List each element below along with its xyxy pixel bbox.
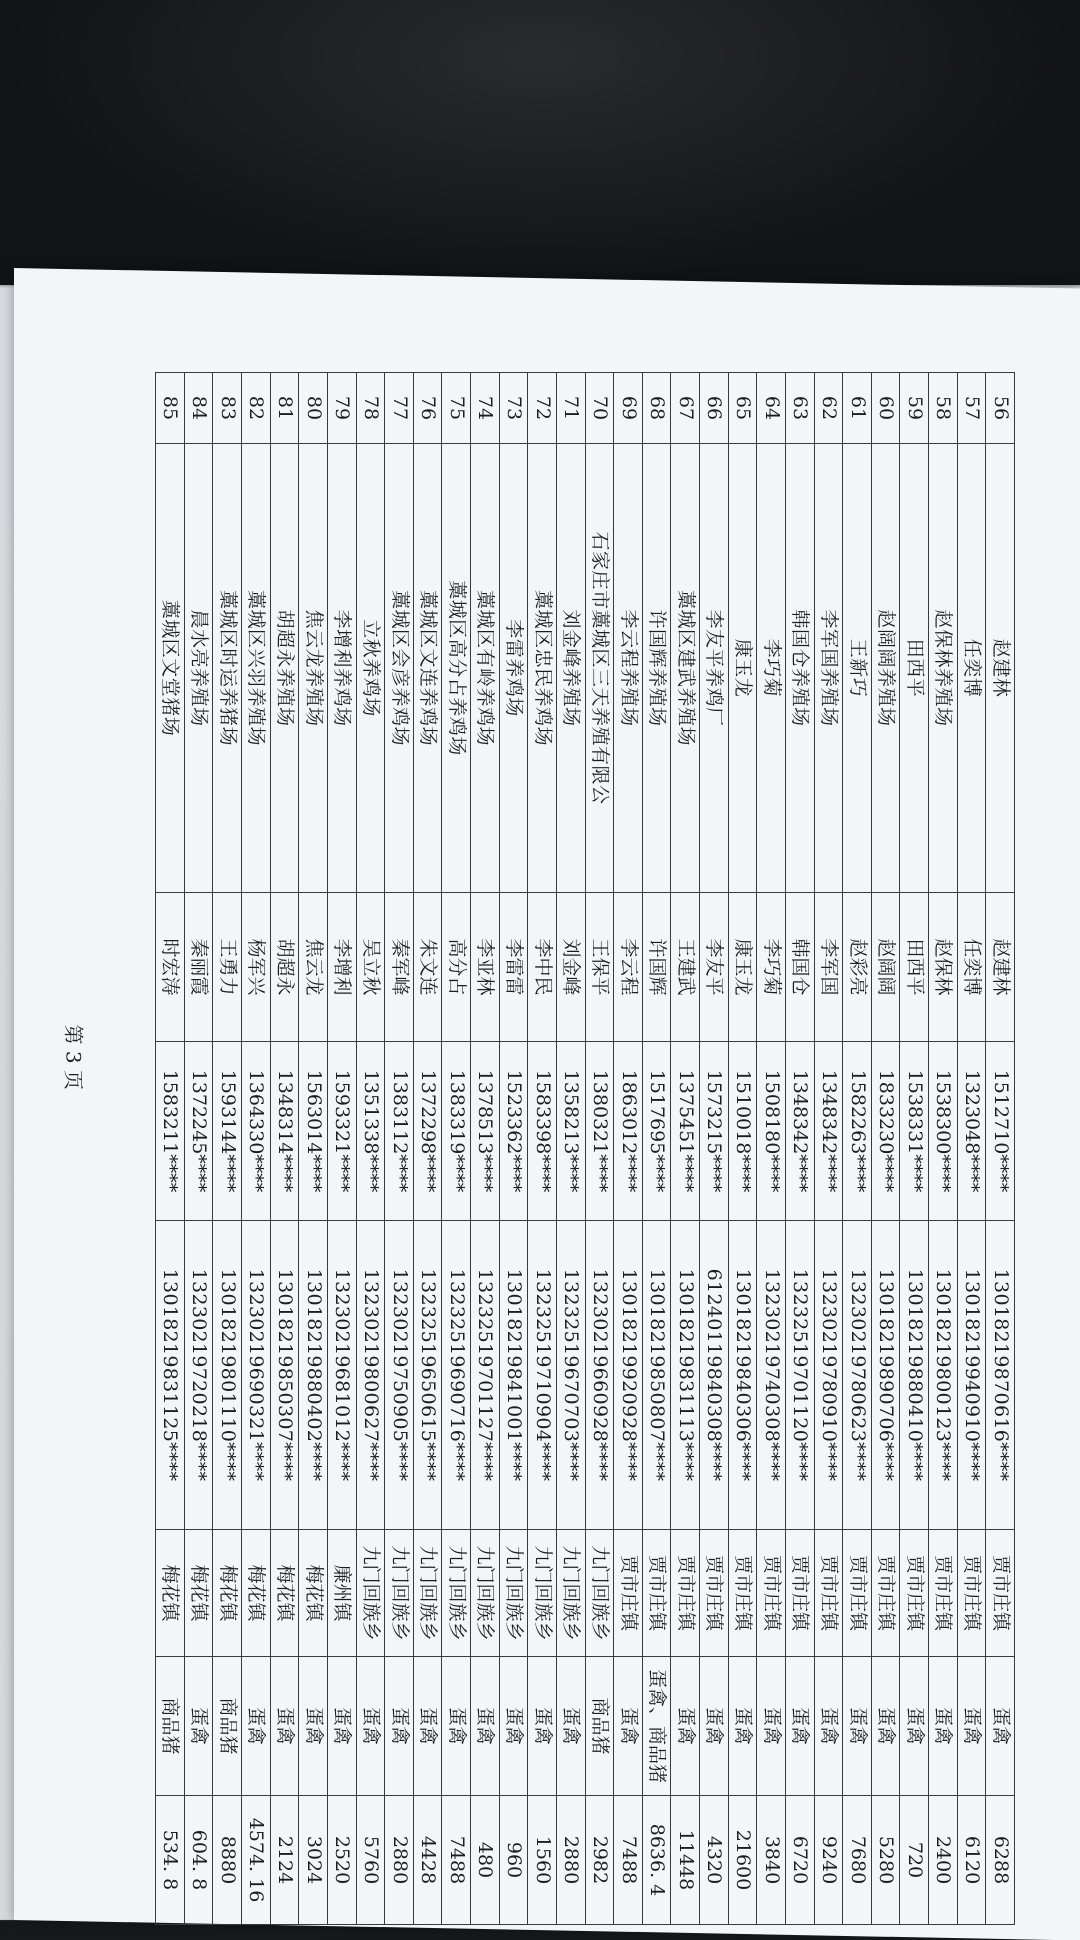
table-row [413, 373, 442, 1925]
amount-value: 2124 [270, 1796, 299, 1925]
page-number-label: 第 3 页 [61, 1024, 86, 1090]
farm-name: 胡超永养殖场 [270, 444, 299, 893]
contact-name: 康玉龙 [728, 893, 757, 1042]
farm-name: 任奕博 [957, 444, 986, 893]
farm-name: 李雷养鸡场 [499, 444, 528, 893]
phone-number: 1593321**** [328, 1042, 357, 1221]
livestock-type: 蛋禽 [328, 1657, 357, 1796]
farm-name: 晨水亮养殖场 [184, 444, 213, 893]
phone-number: 1348314**** [270, 1042, 299, 1221]
table-row [385, 373, 414, 1925]
row-number: 73 [499, 373, 528, 444]
row-number: 81 [270, 373, 299, 444]
amount-value: 9240 [814, 1796, 843, 1925]
phone-number: 1372298**** [413, 1042, 442, 1221]
phone-number: 1583211**** [156, 1042, 185, 1221]
amount-value: 6120 [957, 1796, 986, 1925]
livestock-type: 蛋禽 [843, 1657, 872, 1796]
id-number: 13230219800627**** [356, 1221, 385, 1530]
table-row [356, 373, 385, 1925]
livestock-type: 蛋禽 [814, 1657, 843, 1796]
farm-name: 藁城区文堂猪场 [156, 444, 185, 893]
table-row [757, 373, 786, 1925]
town-name: 梅花镇 [156, 1530, 185, 1657]
livestock-type: 蛋禽、商品猪 [642, 1657, 671, 1796]
farm-name: 藁城区建武养殖场 [671, 444, 700, 893]
farm-name: 立秋养鸡场 [356, 444, 385, 893]
row-number: 66 [700, 373, 729, 444]
town-name: 贾市庄镇 [786, 1530, 815, 1657]
phone-number: 1372245**** [184, 1042, 213, 1221]
contact-name: 朱文连 [413, 893, 442, 1042]
amount-value: 1560 [528, 1796, 557, 1925]
table-row [156, 373, 185, 1925]
phone-number: 1563014**** [299, 1042, 328, 1221]
id-number: 13232519670703**** [557, 1221, 586, 1530]
town-name: 九门回族乡 [385, 1530, 414, 1657]
town-name: 贾市庄镇 [814, 1530, 843, 1657]
town-name: 贾市庄镇 [900, 1530, 929, 1657]
id-number: 13230219740308**** [757, 1221, 786, 1530]
row-number: 74 [471, 373, 500, 444]
table-row [728, 373, 757, 1925]
id-number: 13230219681012**** [328, 1221, 357, 1530]
town-name: 九门回族乡 [356, 1530, 385, 1657]
livestock-type: 蛋禽 [671, 1657, 700, 1796]
id-number: 13018219850307**** [270, 1221, 299, 1530]
id-number: 13018219840306**** [728, 1221, 757, 1530]
table-row [270, 373, 299, 1925]
town-name: 贾市庄镇 [728, 1530, 757, 1657]
row-number: 72 [528, 373, 557, 444]
farm-name: 藁城区忠民养鸡场 [528, 444, 557, 893]
phone-number: 1364330**** [242, 1042, 271, 1221]
roster-table-body [156, 373, 1015, 1925]
phone-number: 1323048**** [957, 1042, 986, 1221]
contact-name: 赵阔阔 [871, 893, 900, 1042]
table-row [871, 373, 900, 1925]
id-number: 13018219850807**** [642, 1221, 671, 1530]
amount-value: 4574. 16 [242, 1796, 271, 1925]
id-number: 13018219870616**** [986, 1221, 1015, 1530]
town-name: 九门回族乡 [557, 1530, 586, 1657]
town-name: 九门回族乡 [413, 1530, 442, 1657]
amount-value: 4428 [413, 1796, 442, 1925]
farm-name: 刘金峰养殖场 [557, 444, 586, 893]
row-number: 71 [557, 373, 586, 444]
id-number: 13232519650615**** [413, 1221, 442, 1530]
amount-value: 2880 [385, 1796, 414, 1925]
id-number: 13018219831125**** [156, 1221, 185, 1530]
town-name: 梅花镇 [299, 1530, 328, 1657]
id-number: 13018219880410**** [900, 1221, 929, 1530]
farm-name: 藁城区兴羽养殖场 [242, 444, 271, 893]
livestock-type: 蛋禽 [929, 1657, 958, 1796]
amount-value: 7680 [843, 1796, 872, 1925]
farm-name: 藁城区时运养猪场 [213, 444, 242, 893]
town-name: 梅花镇 [270, 1530, 299, 1657]
contact-name: 时宏涛 [156, 893, 185, 1042]
town-name: 九门回族乡 [471, 1530, 500, 1657]
town-name: 贾市庄镇 [871, 1530, 900, 1657]
livestock-type: 蛋禽 [871, 1657, 900, 1796]
row-number: 58 [929, 373, 958, 444]
id-number: 13230219660928**** [585, 1221, 614, 1530]
table-row [700, 373, 729, 1925]
table-row [957, 373, 986, 1925]
farm-name: 赵阔阔养殖场 [871, 444, 900, 893]
amount-value: 7488 [614, 1796, 643, 1925]
amount-value: 2400 [929, 1796, 958, 1925]
livestock-type: 蛋禽 [986, 1657, 1015, 1796]
dark-background [0, 0, 1080, 285]
livestock-type: 蛋禽 [700, 1657, 729, 1796]
town-name: 贾市庄镇 [957, 1530, 986, 1657]
livestock-type: 蛋禽 [299, 1657, 328, 1796]
id-number: 13230219720218**** [184, 1221, 213, 1530]
farm-name: 康玉龙 [728, 444, 757, 893]
amount-value: 6288 [986, 1796, 1015, 1925]
town-name: 贾市庄镇 [757, 1530, 786, 1657]
table-row [900, 373, 929, 1925]
amount-value: 11448 [671, 1796, 700, 1925]
table-row [786, 373, 815, 1925]
id-number: 13018219801110**** [213, 1221, 242, 1530]
contact-name: 任奕博 [957, 893, 986, 1042]
page-number [61, 1024, 90, 1090]
id-number: 13018219880402**** [299, 1221, 328, 1530]
phone-number: 1593144**** [213, 1042, 242, 1221]
phone-number: 1378513**** [471, 1042, 500, 1221]
amount-value: 3840 [757, 1796, 786, 1925]
livestock-type: 蛋禽 [957, 1657, 986, 1796]
phone-number: 1538331**** [900, 1042, 929, 1221]
contact-name: 秦丽霞 [184, 893, 213, 1042]
id-number: 13232519710904**** [528, 1221, 557, 1530]
contact-name: 杨军兴 [242, 893, 271, 1042]
row-number: 57 [957, 373, 986, 444]
phone-number: 1383319**** [442, 1042, 471, 1221]
contact-name: 刘金峰 [557, 893, 586, 1042]
roster-table [155, 372, 1015, 1925]
farm-name: 韩国仓养殖场 [786, 444, 815, 893]
row-number: 62 [814, 373, 843, 444]
phone-number: 1512710**** [986, 1042, 1015, 1221]
phone-number: 1348342**** [814, 1042, 843, 1221]
livestock-type: 蛋禽 [442, 1657, 471, 1796]
livestock-type: 蛋禽 [528, 1657, 557, 1796]
farm-name: 李巧菊 [757, 444, 786, 893]
contact-name: 赵建林 [986, 893, 1015, 1042]
farm-name: 王新巧 [843, 444, 872, 893]
row-number: 77 [385, 373, 414, 444]
table-row [184, 373, 213, 1925]
town-name: 贾市庄镇 [843, 1530, 872, 1657]
id-number: 13230219750905**** [385, 1221, 414, 1530]
farm-name: 李增利养鸡场 [328, 444, 357, 893]
row-number: 56 [986, 373, 1015, 444]
amount-value: 4320 [700, 1796, 729, 1925]
id-number: 13018219831113**** [671, 1221, 700, 1530]
contact-name: 王保平 [585, 893, 614, 1042]
farm-name: 田西平 [900, 444, 929, 893]
amount-value: 2880 [557, 1796, 586, 1925]
contact-name: 李亚林 [471, 893, 500, 1042]
row-number: 60 [871, 373, 900, 444]
amount-value: 604. 8 [184, 1796, 213, 1925]
livestock-type: 蛋禽 [270, 1657, 299, 1796]
contact-name: 田西平 [900, 893, 929, 1042]
livestock-type: 蛋禽 [385, 1657, 414, 1796]
livestock-type: 蛋禽 [184, 1657, 213, 1796]
row-number: 75 [442, 373, 471, 444]
id-number: 13018219940910**** [957, 1221, 986, 1530]
phone-number: 1351338**** [356, 1042, 385, 1221]
livestock-type: 蛋禽 [242, 1657, 271, 1796]
town-name: 贾市庄镇 [929, 1530, 958, 1657]
table-row [471, 373, 500, 1925]
id-number: 13232519690716**** [442, 1221, 471, 1530]
phone-number: 1508180**** [757, 1042, 786, 1221]
town-name: 贾市庄镇 [642, 1530, 671, 1657]
contact-name: 李军国 [814, 893, 843, 1042]
farm-name: 藁城区高分占养鸡场 [442, 444, 471, 893]
amount-value: 480 [471, 1796, 500, 1925]
contact-name: 赵彩亮 [843, 893, 872, 1042]
row-number: 59 [900, 373, 929, 444]
farm-name: 藁城区文连养鸡场 [413, 444, 442, 893]
row-number: 67 [671, 373, 700, 444]
table-row [671, 373, 700, 1925]
town-name: 贾市庄镇 [986, 1530, 1015, 1657]
farm-name: 焦云龙养殖场 [299, 444, 328, 893]
id-number: 13018219920928**** [614, 1221, 643, 1530]
phone-number: 1358213**** [557, 1042, 586, 1221]
livestock-type: 蛋禽 [557, 1657, 586, 1796]
id-number: 13230219690321**** [242, 1221, 271, 1530]
livestock-type: 商品猪 [585, 1657, 614, 1796]
phone-number: 1517695**** [642, 1042, 671, 1221]
table-row [528, 373, 557, 1925]
amount-value: 534. 8 [156, 1796, 185, 1925]
amount-value: 8880 [213, 1796, 242, 1925]
farm-name: 石家庄市藁城区三天养殖有限公 [585, 444, 614, 893]
livestock-type: 蛋禽 [413, 1657, 442, 1796]
contact-name: 韩国仓 [786, 893, 815, 1042]
contact-name: 赵保林 [929, 893, 958, 1042]
amount-value: 21600 [728, 1796, 757, 1925]
table-row [814, 373, 843, 1925]
contact-name: 高分占 [442, 893, 471, 1042]
livestock-type: 蛋禽 [786, 1657, 815, 1796]
amount-value: 6720 [786, 1796, 815, 1925]
rotated-table-wrapper [155, 372, 1015, 1903]
row-number: 79 [328, 373, 357, 444]
table-row [242, 373, 271, 1925]
row-number: 70 [585, 373, 614, 444]
amount-value: 960 [499, 1796, 528, 1925]
row-number: 78 [356, 373, 385, 444]
contact-name: 焦云龙 [299, 893, 328, 1042]
row-number: 80 [299, 373, 328, 444]
farm-name: 许国辉养殖场 [642, 444, 671, 893]
row-number: 82 [242, 373, 271, 444]
phone-number: 1538300**** [929, 1042, 958, 1221]
table-row [843, 373, 872, 1925]
row-number: 85 [156, 373, 185, 444]
table-row [442, 373, 471, 1925]
amount-value: 3024 [299, 1796, 328, 1925]
contact-name: 李雷雷 [499, 893, 528, 1042]
phone-number: 1573215**** [700, 1042, 729, 1221]
contact-name: 胡超永 [270, 893, 299, 1042]
contact-name: 吴立秋 [356, 893, 385, 1042]
row-number: 69 [614, 373, 643, 444]
contact-name: 王勇力 [213, 893, 242, 1042]
row-number: 68 [642, 373, 671, 444]
amount-value: 2982 [585, 1796, 614, 1925]
table-row [929, 373, 958, 1925]
livestock-type: 蛋禽 [728, 1657, 757, 1796]
id-number: 61240119840308**** [700, 1221, 729, 1530]
id-number: 13230219780623**** [843, 1221, 872, 1530]
table-row [213, 373, 242, 1925]
phone-number: 1348342**** [786, 1042, 815, 1221]
id-number: 13232519701120**** [786, 1221, 815, 1530]
phone-number: 1583398**** [528, 1042, 557, 1221]
contact-name: 李增利 [328, 893, 357, 1042]
town-name: 廉州镇 [328, 1530, 357, 1657]
phone-number: 1523362**** [499, 1042, 528, 1221]
livestock-type: 蛋禽 [614, 1657, 643, 1796]
contact-name: 李云程 [614, 893, 643, 1042]
town-name: 贾市庄镇 [700, 1530, 729, 1657]
contact-name: 秦军峰 [385, 893, 414, 1042]
row-number: 61 [843, 373, 872, 444]
farm-name: 赵保林养殖场 [929, 444, 958, 893]
row-number: 83 [213, 373, 242, 444]
id-number: 13018219841001**** [499, 1221, 528, 1530]
contact-name: 王建武 [671, 893, 700, 1042]
farm-name: 李友平养鸡厂 [700, 444, 729, 893]
row-number: 63 [786, 373, 815, 444]
phone-number: 1375451**** [671, 1042, 700, 1221]
town-name: 梅花镇 [184, 1530, 213, 1657]
row-number: 64 [757, 373, 786, 444]
farm-name: 赵建林 [986, 444, 1015, 893]
farm-name: 李云程养殖场 [614, 444, 643, 893]
contact-name: 许国辉 [642, 893, 671, 1042]
row-number: 76 [413, 373, 442, 444]
amount-value: 5760 [356, 1796, 385, 1925]
town-name: 九门回族乡 [528, 1530, 557, 1657]
id-number: 13232519701127**** [471, 1221, 500, 1530]
contact-name: 李巧菊 [757, 893, 786, 1042]
amount-value: 720 [900, 1796, 929, 1925]
phone-number: 1833230**** [871, 1042, 900, 1221]
amount-value: 2520 [328, 1796, 357, 1925]
phone-number: 1582263**** [843, 1042, 872, 1221]
livestock-type: 蛋禽 [356, 1657, 385, 1796]
id-number: 13018219890706**** [871, 1221, 900, 1530]
table-row [299, 373, 328, 1925]
row-number: 65 [728, 373, 757, 444]
town-name: 九门回族乡 [585, 1530, 614, 1657]
amount-value: 8636. 4 [642, 1796, 671, 1925]
town-name: 九门回族乡 [499, 1530, 528, 1657]
phone-number: 1863012**** [614, 1042, 643, 1221]
amount-value: 7488 [442, 1796, 471, 1925]
livestock-type: 蛋禽 [757, 1657, 786, 1796]
town-name: 贾市庄镇 [671, 1530, 700, 1657]
table-row [328, 373, 357, 1925]
town-name: 梅花镇 [242, 1530, 271, 1657]
phone-number: 1510018**** [728, 1042, 757, 1221]
table-row [986, 373, 1015, 1925]
id-number: 13230219780910**** [814, 1221, 843, 1530]
phone-number: 1383112**** [385, 1042, 414, 1221]
livestock-type: 商品猪 [156, 1657, 185, 1796]
table-row [614, 373, 643, 1925]
table-row [499, 373, 528, 1925]
table-row [557, 373, 586, 1925]
farm-name: 藁城区有岭养鸡场 [471, 444, 500, 893]
livestock-type: 商品猪 [213, 1657, 242, 1796]
livestock-type: 蛋禽 [471, 1657, 500, 1796]
farm-name: 李军国养殖场 [814, 444, 843, 893]
town-name: 九门回族乡 [442, 1530, 471, 1657]
farm-name: 藁城区会彦养鸡场 [385, 444, 414, 893]
id-number: 13018219800123**** [929, 1221, 958, 1530]
phone-number: 1380321**** [585, 1042, 614, 1221]
contact-name: 李友平 [700, 893, 729, 1042]
table-row [642, 373, 671, 1925]
livestock-type: 蛋禽 [499, 1657, 528, 1796]
town-name: 贾市庄镇 [614, 1530, 643, 1657]
row-number: 84 [184, 373, 213, 444]
livestock-type: 蛋禽 [900, 1657, 929, 1796]
table-row [585, 373, 614, 1925]
contact-name: 李中民 [528, 893, 557, 1042]
amount-value: 5280 [871, 1796, 900, 1925]
town-name: 梅花镇 [213, 1530, 242, 1657]
